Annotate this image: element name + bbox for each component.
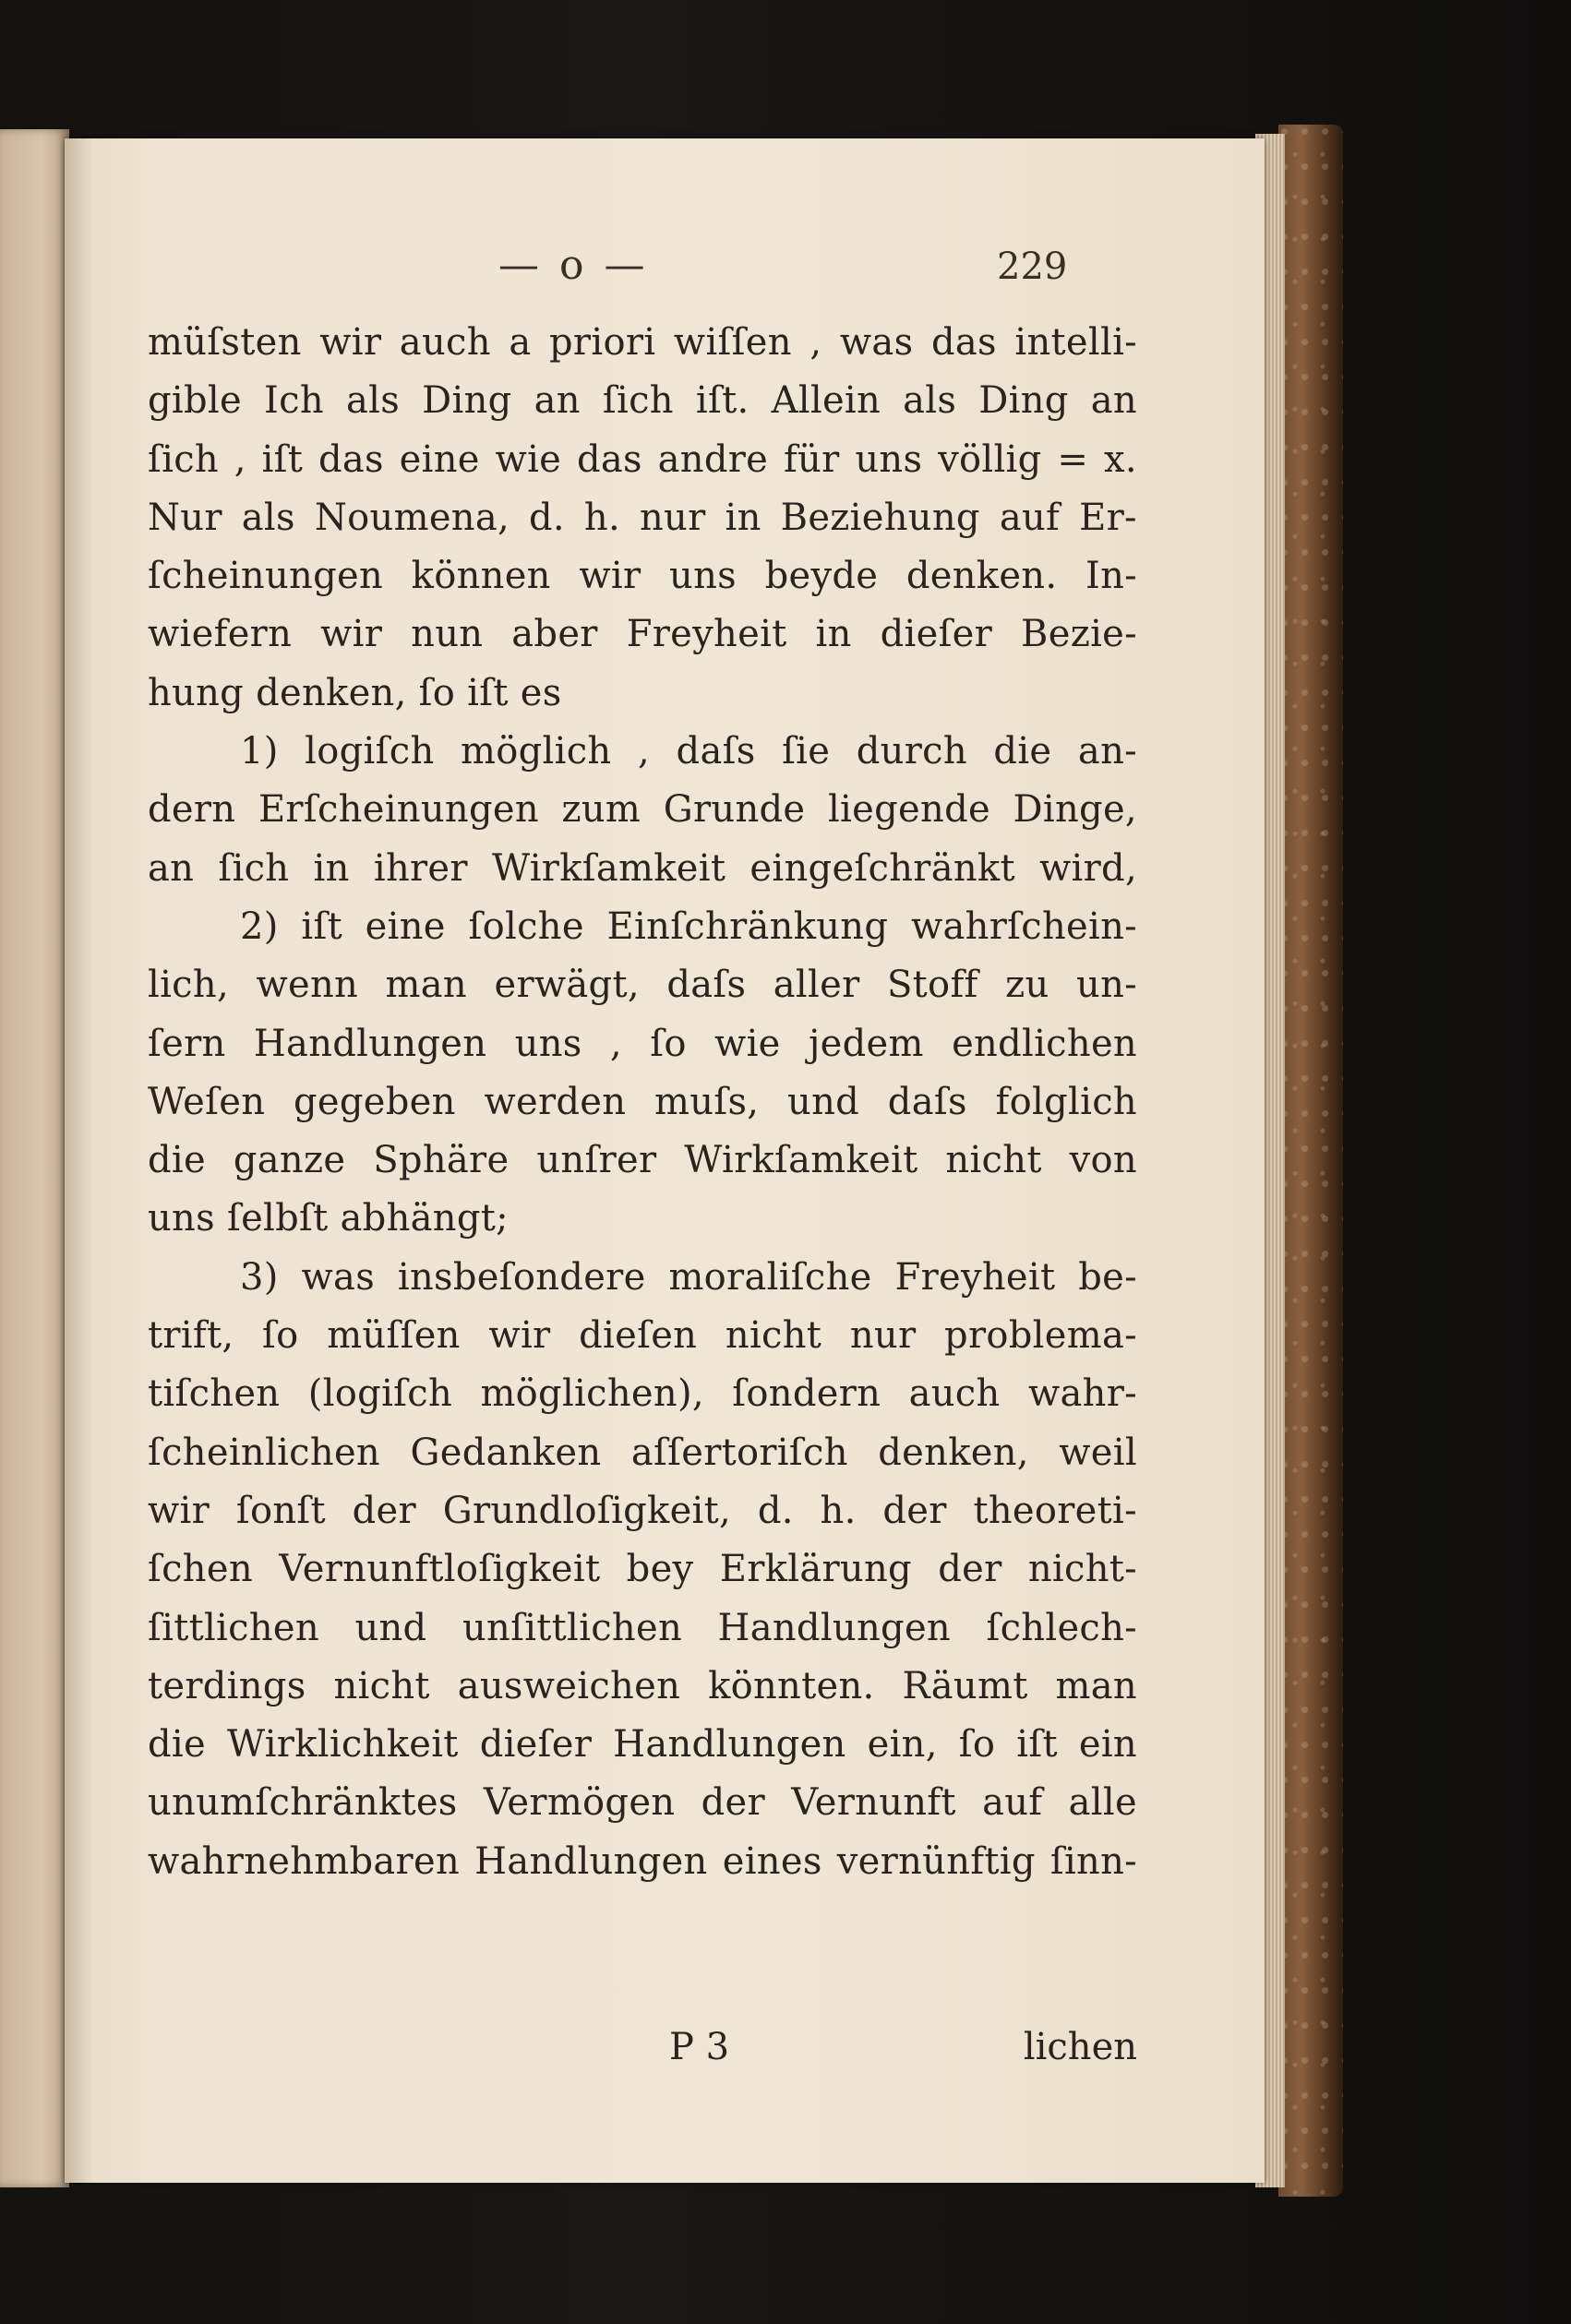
text-line: wiefern wir nun aber Freyheit in dieſer Bezie- <box>148 613 1137 656</box>
book-page <box>65 138 1265 2183</box>
text-line: hung denken, ſo iſt es <box>148 671 562 714</box>
text-line: trift, ſo müſſen wir dieſen nicht nur problema- <box>148 1314 1137 1358</box>
text-line: die Wirklichkeit dieſer Handlungen ein, ſo iſt ein <box>148 1723 1137 1767</box>
text-line: 3) was insbeſondere moraliſche Freyheit be- <box>240 1255 1137 1299</box>
text-line: gible Ich als Ding an ſich iſt. Allein als Ding an <box>148 379 1137 423</box>
text-line: ſich , iſt das eine wie das andre für uns völlig = x. <box>148 437 1137 481</box>
text-line: müſsten wir auch a priori wiſſen , was das intelli- <box>148 321 1137 364</box>
text-line: ſittlichen und unſittlichen Handlungen ſchlech- <box>148 1606 1137 1649</box>
text-line: ſchen Vernunftloſigkeit bey Erklärung der nicht- <box>148 1548 1137 1591</box>
text-line: unumſchränktes Vermögen der Vernunft auf alle <box>148 1781 1137 1825</box>
text-line: ſcheinlichen Gedanken aſſertoriſch denken, weil <box>148 1431 1137 1474</box>
text-line: dern Erſcheinungen zum Grunde liegende Dinge, <box>148 788 1137 832</box>
signature-mark: P 3 <box>669 2026 730 2068</box>
book-cover-edge <box>1278 125 1343 2197</box>
text-line: die ganze Sphäre unſrer Wirkſamkeit nicht von <box>148 1139 1137 1182</box>
catchword: lichen <box>1023 2026 1137 2068</box>
text-line: wahrnehmbaren Handlungen eines vernünftig ſinn- <box>148 1839 1137 1883</box>
text-line: lich, wenn man erwägt, daſs aller Stoff zu un- <box>148 964 1137 1007</box>
facing-page-edge <box>0 129 69 2187</box>
running-head <box>65 242 1265 297</box>
text-line: wir ſonſt der Grundloſigkeit, d. h. der theoreti- <box>148 1489 1137 1532</box>
body-text <box>148 314 1137 1891</box>
text-line: ſern Handlungen uns , ſo wie jedem endlichen <box>148 1022 1137 1065</box>
text-line: uns ſelbſt abhängt; <box>148 1197 509 1240</box>
text-line: Weſen gegeben werden muſs, und daſs folglich <box>148 1080 1137 1123</box>
text-line: terdings nicht ausweichen könnten. Räumt man <box>148 1664 1137 1707</box>
text-line: ſcheinungen können wir uns beyde denken. In- <box>148 555 1137 598</box>
text-line: 2) iſt eine ſolche Einſchränkung wahrſchein- <box>240 904 1137 948</box>
head-ornament: — o — <box>498 242 649 289</box>
page-footer <box>148 2026 1137 2081</box>
text-line: 1) logiſch möglich , daſs ſie durch die an- <box>240 730 1137 773</box>
text-line: an ſich in ihrer Wirkſamkeit eingeſchränkt wird, <box>148 846 1137 890</box>
page-number: 229 <box>997 246 1068 288</box>
text-line: tiſchen (logiſch möglichen), ſondern auch wahr- <box>148 1372 1137 1416</box>
text-line: Nur als Noumena, d. h. nur in Beziehung auf Er- <box>148 496 1137 539</box>
